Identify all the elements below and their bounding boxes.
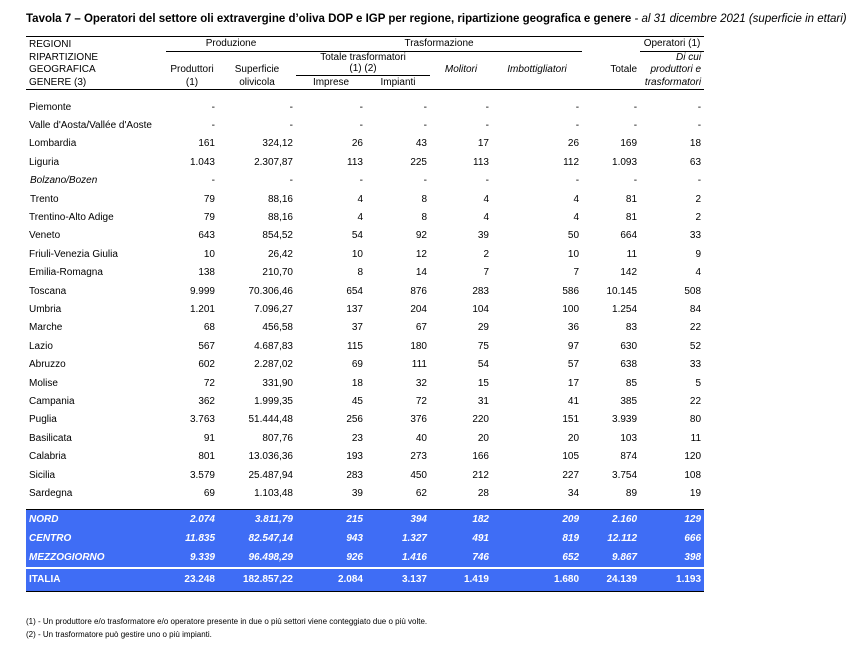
cell-value: 283 (472, 285, 489, 297)
cell-value: 25.487,94 (248, 469, 293, 481)
cell-value: 103 (620, 432, 638, 444)
cell-value: - (633, 120, 638, 132)
header-operatori: Operatori (1) (640, 37, 704, 52)
cell-value: 161 (198, 138, 215, 150)
cell-value: 212 (472, 469, 489, 481)
cell-value: - (633, 101, 638, 113)
cell-value: 182.857,22 (218, 568, 296, 592)
table-title (26, 13, 847, 25)
table-row (26, 300, 704, 318)
table-row (26, 355, 704, 373)
row-label: Veneto (29, 230, 61, 242)
header-ripartizione: RIPARTIZIONE (29, 51, 99, 63)
cell-value: 20 (567, 432, 580, 444)
table-row (26, 153, 704, 171)
table-row (26, 429, 704, 447)
cell-value: 204 (410, 303, 427, 315)
cell-value: - (633, 175, 638, 187)
cell-value: 69 (203, 487, 215, 499)
header-imprese: Imprese (296, 75, 366, 90)
cell-value: 39 (351, 487, 363, 499)
cell-value: 57 (567, 359, 580, 371)
table-row (26, 282, 704, 300)
cell-value: 1.680 (492, 568, 582, 592)
cell-value: 43 (415, 138, 427, 150)
table-row (26, 337, 704, 355)
cell-value: 215 (296, 509, 366, 529)
cell-value: - (575, 175, 580, 187)
cell-value: 7 (573, 267, 580, 279)
header-produzione: Produzione (166, 37, 296, 52)
cell-value: 1.201 (189, 303, 215, 315)
cell-value: 67 (415, 322, 427, 334)
cell-value: - (289, 175, 293, 187)
cell-value: 8 (421, 212, 427, 224)
row-label: Lombardia (29, 138, 77, 150)
cell-value: 2 (695, 212, 702, 224)
cell-value: - (575, 120, 580, 132)
cell-value: 807,76 (262, 432, 293, 444)
cell-value: 169 (620, 138, 638, 150)
cell-value: 10 (351, 248, 363, 260)
cell-value: 4 (573, 212, 580, 224)
cell-value: - (485, 101, 489, 113)
cell-value: 81 (625, 193, 638, 205)
cell-value: 138 (198, 267, 215, 279)
header-trasformazione: Trasformazione (296, 37, 582, 52)
footnote-1: (1) - Un produttore e/o trasformatore e/o operatore presente in due o più settori viene conteggiato due o più volte. (26, 617, 428, 626)
cell-value: 1.043 (189, 156, 215, 168)
cell-value: 108 (684, 469, 702, 481)
row-label: Toscana (29, 285, 67, 297)
header-regioni: REGIONI (26, 37, 166, 52)
cell-value: 854,52 (262, 230, 293, 242)
cell-value: 4 (483, 212, 489, 224)
row-label: Abruzzo (29, 359, 66, 371)
cell-value: 3.939 (612, 414, 638, 426)
cell-value: 4 (357, 212, 363, 224)
cell-value: 5 (695, 377, 702, 389)
cell-value: 88,16 (267, 212, 293, 224)
cell-value: 81 (625, 212, 638, 224)
cell-value: 70.306,46 (248, 285, 293, 297)
cell-value: 225 (410, 156, 427, 168)
cell-value: 4.687,83 (254, 340, 293, 352)
cell-value: 85 (625, 377, 638, 389)
cell-value: 24.139 (582, 568, 640, 592)
cell-value: - (211, 175, 215, 187)
cell-value: 33 (689, 230, 702, 242)
cell-value: 630 (620, 340, 638, 352)
header-produttori-note: (1) (166, 75, 218, 90)
cell-value: 45 (351, 395, 363, 407)
cell-value: - (289, 120, 293, 132)
cell-value: - (575, 101, 580, 113)
cell-value: 39 (477, 230, 489, 242)
cell-value: 166 (472, 451, 489, 463)
header-geografica: GEOGRAFICA (29, 63, 96, 75)
cell-value: 62 (415, 487, 427, 499)
header-totale-trasformatori: Totale trasformatori (320, 51, 406, 63)
cell-value: 26 (567, 138, 580, 150)
table-row (26, 466, 704, 484)
table-row (26, 319, 704, 337)
header-di-cui-produttori: produttori e (650, 63, 702, 75)
cell-value: 182 (430, 509, 492, 529)
cell-value: 2.084 (296, 568, 366, 592)
cell-value: 113 (473, 156, 489, 168)
cell-value: 2 (695, 193, 702, 205)
cell-value: 4 (573, 193, 580, 205)
cell-value: 23 (351, 432, 363, 444)
cell-value: - (697, 175, 702, 187)
cell-value: 7.096,27 (254, 303, 293, 315)
header-di-cui-trasformatori: trasformatori (640, 75, 704, 90)
cell-value: 51.444,48 (248, 414, 293, 426)
row-label: Valle d'Aosta/Vallée d'Aoste (29, 120, 152, 132)
cell-value: 120 (684, 451, 702, 463)
cell-value: 385 (620, 395, 638, 407)
cell-value: 20 (477, 432, 489, 444)
cell-value: 2.074 (166, 509, 218, 529)
cell-value: 22 (689, 395, 702, 407)
cell-value: 29 (477, 322, 489, 334)
cell-value: 801 (198, 451, 215, 463)
cell-value: 68 (203, 322, 215, 334)
cell-value: 652 (492, 548, 582, 568)
cell-value: 79 (203, 193, 215, 205)
cell-value: 142 (620, 267, 638, 279)
cell-value: 28 (477, 487, 489, 499)
cell-value: - (289, 101, 293, 113)
cell-value: 14 (415, 267, 427, 279)
cell-value: 2.307,87 (254, 156, 293, 168)
cell-value: 69 (351, 359, 363, 371)
cell-value: 84 (689, 303, 702, 315)
cell-value: 111 (411, 359, 427, 371)
cell-value: 180 (410, 340, 427, 352)
header-di-cui: Di cui (676, 51, 702, 63)
header-impianti: Impianti (366, 75, 430, 90)
row-label: Piemonte (29, 101, 72, 113)
cell-value: 193 (346, 451, 363, 463)
cell-value: 9.999 (189, 285, 215, 297)
cell-value: 151 (562, 414, 580, 426)
row-label: Puglia (29, 414, 57, 426)
cell-value: 4 (695, 267, 702, 279)
title-date: - al 31 dicembre 2021 (superficie in ettari) (631, 13, 847, 25)
cell-value: 227 (562, 469, 580, 481)
cell-value: 586 (562, 285, 580, 297)
table-row (26, 227, 704, 245)
cell-value: 654 (346, 285, 363, 297)
cell-value: 1.419 (430, 568, 492, 592)
cell-value: 91 (203, 432, 215, 444)
row-label: Sicilia (29, 469, 56, 481)
cell-value: 31 (477, 395, 489, 407)
row-label: Trento (30, 193, 59, 205)
cell-value: 63 (689, 156, 702, 168)
cell-value: 36 (567, 322, 580, 334)
cell-value: 664 (620, 230, 638, 242)
cell-value: 100 (562, 303, 580, 315)
cell-value: 9 (695, 248, 702, 260)
cell-value: 41 (567, 395, 580, 407)
cell-value: 26,42 (267, 248, 293, 260)
cell-value: 3.579 (189, 469, 215, 481)
cell-value: - (359, 175, 363, 187)
cell-value: 11 (626, 248, 638, 260)
cell-value: 9.339 (166, 548, 218, 568)
cell-value: 19 (689, 487, 702, 499)
cell-value: 3.137 (366, 568, 430, 592)
header-genere: GENERE (3) (26, 75, 166, 90)
cell-value: 26 (351, 138, 363, 150)
cell-value: 10 (203, 248, 215, 260)
cell-value: 88,16 (267, 193, 293, 205)
table-row (26, 374, 704, 392)
header-totale: Totale (610, 63, 638, 75)
cell-value: 72 (415, 395, 427, 407)
header-olivicola: olivicola (218, 75, 296, 90)
cell-value: 12 (415, 248, 427, 260)
cell-value: 874 (620, 451, 638, 463)
cell-value: 18 (689, 138, 702, 150)
table-header (26, 37, 704, 99)
table-row (26, 245, 704, 263)
cell-value: 567 (198, 340, 215, 352)
header-molitori: Molitori (444, 63, 478, 75)
cell-value: 2 (483, 248, 489, 260)
cell-value: 1.999,35 (254, 395, 293, 407)
cell-value: 4 (357, 193, 363, 205)
cell-value: 40 (415, 432, 427, 444)
cell-value: - (359, 120, 363, 132)
cell-value: 4 (483, 193, 489, 205)
row-label: Bolzano/Bozen (30, 175, 98, 187)
cell-value: 12.112 (582, 529, 640, 548)
header-imbottigliatori: Imbottigliatori (507, 63, 567, 75)
cell-value: 819 (492, 529, 582, 548)
table-body (26, 98, 704, 591)
cell-value: 10 (567, 248, 580, 260)
cell-value: 75 (477, 340, 489, 352)
cell-value: 1.103,48 (254, 487, 293, 499)
cell-value: 602 (198, 359, 215, 371)
cell-value: 104 (472, 303, 489, 315)
cell-value: 37 (351, 322, 363, 334)
footnotes (26, 616, 427, 641)
cell-value: - (485, 175, 489, 187)
row-label: MEZZOGIORNO (26, 548, 166, 568)
cell-value: 112 (563, 156, 580, 168)
aggregate-row (26, 509, 704, 529)
cell-value: 13.036,36 (248, 451, 293, 463)
cell-value: 1.254 (612, 303, 638, 315)
table-row (26, 135, 704, 153)
table-row (26, 172, 704, 190)
table-row (26, 208, 704, 226)
row-label: CENTRO (26, 529, 166, 548)
cell-value: 129 (640, 509, 704, 529)
cell-value: - (211, 120, 215, 132)
cell-value: 115 (347, 340, 363, 352)
row-label: Basilicata (29, 432, 72, 444)
table-row (26, 484, 704, 502)
cell-value: 113 (347, 156, 363, 168)
cell-value: 398 (640, 548, 704, 568)
cell-value: 876 (410, 285, 427, 297)
cell-value: 283 (346, 469, 363, 481)
row-label: Liguria (29, 156, 60, 168)
header-produttori: Produttori (170, 63, 214, 75)
cell-value: 3.763 (189, 414, 215, 426)
cell-value: 456,58 (262, 322, 293, 334)
cell-value: 926 (296, 548, 366, 568)
data-table (26, 36, 704, 592)
row-label: Calabria (29, 451, 67, 463)
cell-value: 376 (410, 414, 427, 426)
cell-value: 943 (296, 529, 366, 548)
cell-value: 33 (689, 359, 702, 371)
table-row (26, 98, 704, 116)
cell-value: 72 (203, 377, 215, 389)
cell-value: 11.835 (166, 529, 218, 548)
cell-value: - (697, 101, 702, 113)
row-label: Molise (29, 377, 58, 389)
cell-value: 82.547,14 (218, 529, 296, 548)
cell-value: - (211, 101, 215, 113)
row-label: Campania (29, 395, 75, 407)
cell-value: - (359, 101, 363, 113)
cell-value: 54 (351, 230, 363, 242)
cell-value: 9.867 (582, 548, 640, 568)
row-label: Sardegna (29, 487, 73, 499)
cell-value: 23.248 (166, 568, 218, 592)
cell-value: 8 (357, 267, 363, 279)
table-row (26, 264, 704, 282)
cell-value: 324,12 (262, 138, 293, 150)
cell-value: - (423, 101, 427, 113)
cell-value: 746 (430, 548, 492, 568)
table-row (26, 392, 704, 410)
cell-value: 209 (492, 509, 582, 529)
cell-value: - (423, 175, 427, 187)
cell-value: 1.193 (640, 568, 704, 592)
cell-value: 3.811,79 (218, 509, 296, 529)
cell-value: 450 (410, 469, 427, 481)
cell-value: 508 (684, 285, 702, 297)
cell-value: 32 (415, 377, 427, 389)
cell-value: 50 (567, 230, 580, 242)
cell-value: 7 (483, 267, 489, 279)
cell-value: 273 (410, 451, 427, 463)
cell-value: 105 (562, 451, 580, 463)
cell-value: 1.416 (366, 548, 430, 568)
cell-value: 491 (430, 529, 492, 548)
cell-value: 3.754 (612, 469, 638, 481)
cell-value: 52 (689, 340, 702, 352)
cell-value: 79 (203, 212, 215, 224)
cell-value: 54 (477, 359, 489, 371)
cell-value: 22 (689, 322, 702, 334)
cell-value: 10.145 (606, 285, 638, 297)
cell-value: 17 (567, 377, 580, 389)
cell-value: 638 (620, 359, 638, 371)
aggregate-row (26, 548, 704, 568)
cell-value: 394 (366, 509, 430, 529)
row-label: Trentino-Alto Adige (29, 212, 114, 224)
cell-value: 15 (477, 377, 489, 389)
cell-value: 96.498,29 (218, 548, 296, 568)
cell-value: 666 (640, 529, 704, 548)
cell-value: 89 (625, 487, 638, 499)
cell-value: - (697, 120, 702, 132)
table-row (26, 116, 704, 134)
cell-value: 137 (346, 303, 363, 315)
cell-value: 92 (415, 230, 427, 242)
cell-value: 220 (472, 414, 489, 426)
cell-value: 331,90 (262, 377, 293, 389)
cell-value: 1.093 (612, 156, 638, 168)
cell-value: 80 (689, 414, 702, 426)
cell-value: 2.160 (582, 509, 640, 529)
cell-value: 8 (421, 193, 427, 205)
table-row (26, 447, 704, 465)
row-label: Emilia-Romagna (29, 267, 103, 279)
cell-value: 11 (690, 432, 702, 444)
table-row (26, 190, 704, 208)
cell-value: 97 (567, 340, 580, 352)
cell-value: 256 (346, 414, 363, 426)
row-label: Marche (29, 322, 63, 334)
aggregate-row (26, 529, 704, 548)
row-label: Umbria (29, 303, 62, 315)
header-totale-trasformatori-note: (1) (2) (296, 63, 430, 75)
cell-value: 34 (567, 487, 580, 499)
row-label: ITALIA (26, 568, 166, 592)
row-label: NORD (26, 509, 166, 529)
total-row (26, 568, 704, 592)
cell-value: 210,70 (262, 267, 293, 279)
cell-value: 83 (625, 322, 638, 334)
cell-value: - (423, 120, 427, 132)
footnote-2: (2) - Un trasformatore può gestire uno o più impianti. (26, 629, 212, 639)
cell-value: - (485, 120, 489, 132)
cell-value: 1.327 (366, 529, 430, 548)
cell-value: 18 (351, 377, 363, 389)
title-main: Tavola 7 – Operatori del settore oli extravergine d’oliva DOP e IGP per regione, ripartizione geografica e genere (26, 13, 632, 25)
cell-value: 17 (477, 138, 489, 150)
cell-value: 2.287,02 (254, 359, 293, 371)
cell-value: 362 (198, 395, 215, 407)
row-label: Lazio (29, 340, 53, 352)
header-superficie: Superficie (234, 63, 280, 75)
table-row (26, 411, 704, 429)
cell-value: 643 (198, 230, 215, 242)
row-label: Friuli-Venezia Giulia (29, 248, 118, 260)
